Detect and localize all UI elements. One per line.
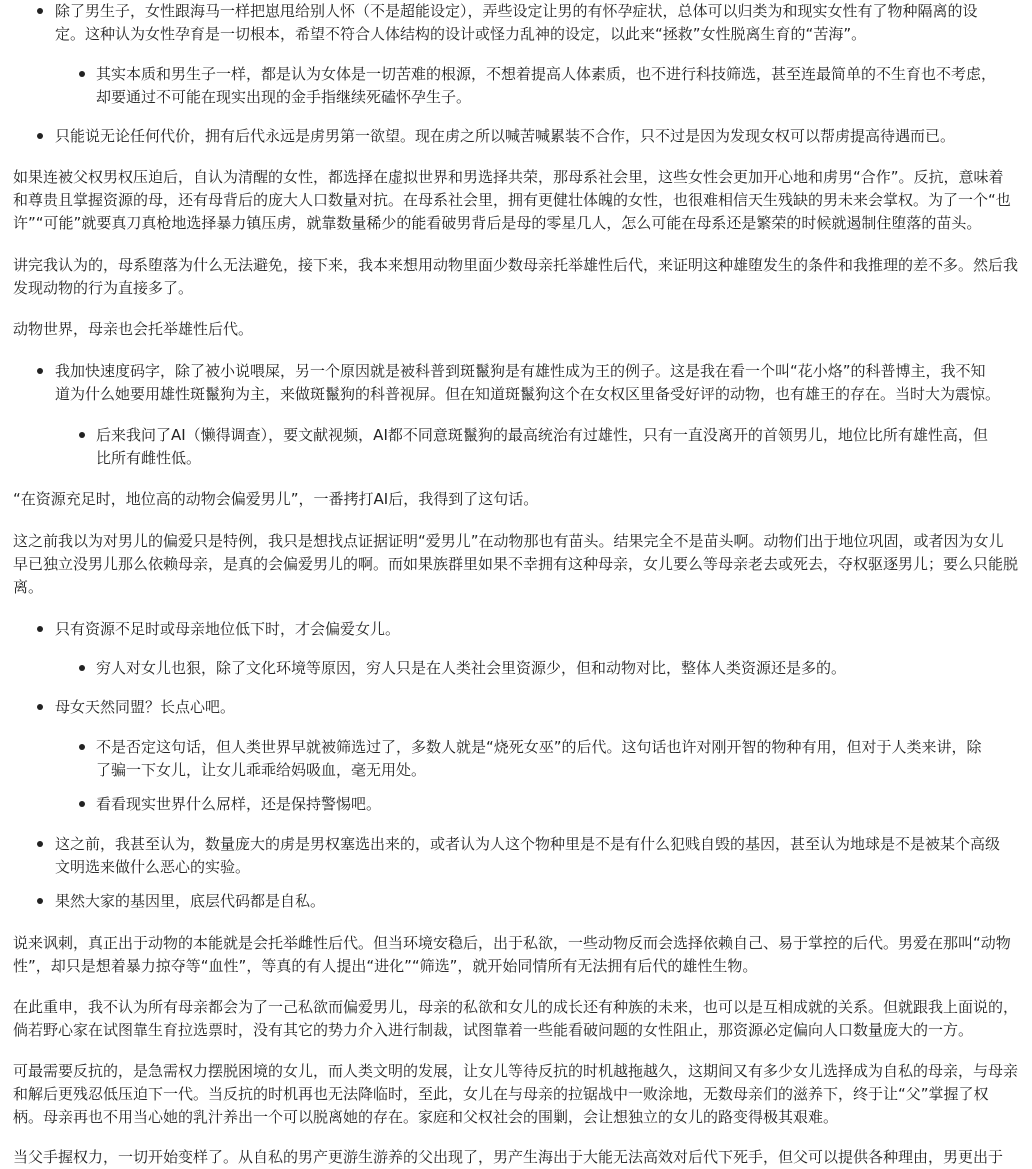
- nested-list-item: 其实本质和男生子一样，都是认为女体是一切苦难的根源，不想着提高人体素质，也不进行科技筛选，甚至连最简单的不生育也不考虑，却要通过不可能在现实出现的金手指继续死磕怀孕生子。: [96, 65, 997, 106]
- paragraph: 当父手握权力，一切开始变样了。从自私的男产更游生游养的父出现了，男产生海出于大能无法高效对后代下死手，但父可以提供各种理由，男更出于: [13, 1148, 1004, 1166]
- paragraph: 这之前我以为对男儿的偏爱只是特例，我只是想找点证据证明“爱男儿”在动物那也有苗头。结果完全不是苗头啊。动物们出于地位巩固，或者因为女儿早已独立没男儿那么依赖母亲，是真的会偏爱男儿的啊。而如果族群里如果不幸拥有这种母亲，女儿要么等母亲老去或死去，夺权驱逐男儿；要么只能脱离。: [13, 532, 1019, 596]
- list-item: 只有资源不足时或母亲地位低下时，才会偏爱女儿。: [55, 620, 401, 638]
- paragraph: 在此重申，我不认为所有母亲都会为了一己私欲而偏爱男儿，母亲的私欲和女儿的成长还有种族的未来，也可以是互相成就的关系。但就跟我上面说的，倘若野心家在试图靠生育拉选票时，没有其它的势力介入进行制裁，试图靠着一些能看破问题的女性阻止，那资源必定偏向人口数量庞大的一方。: [13, 998, 1019, 1039]
- nested-list-item: 看看现实世界什么屌样，还是保持警惕吧。: [96, 795, 382, 813]
- paragraph: 动物世界，母亲也会托举雄性后代。: [13, 320, 254, 338]
- list-item: 只能说无论任何代价，拥有后代永远是虏男第一欲望。现在虏之所以喊苦喊累装不合作，只不过是因为发现女权可以帮虏提高待遇而已。: [55, 127, 956, 145]
- nested-list-item: 不是否定这句话，但人类世界早就被筛选过了，多数人就是“烧死女巫”的后代。这句话也许对刚开智的物种有用，但对于人类来讲，除了骗一下女儿，让女儿乖乖给妈吸血，毫无用处。: [96, 738, 982, 779]
- list-item: 果然大家的基因里，底层代码都是自私。: [55, 892, 326, 910]
- bullet-dot-icon: [37, 704, 43, 710]
- bullet-dot-icon: [37, 841, 43, 847]
- bullet-dot-icon: [79, 744, 85, 750]
- list-item: 除了男生子，女性跟海马一样把崽甩给别人怀（不是超能设定），弄些设定让男的有怀孕症状，总体可以归类为和现实女性有了物种隔离的设定。这种认为女性孕育是一切根本，希望不符合人体结构的设计或怪力乱神的设定，以此来“拯救”女性脱离生育的“苦海”。: [55, 2, 978, 43]
- bullet-dot-icon: [79, 432, 85, 438]
- list-item: 母女天然同盟？长点心吧。: [55, 698, 236, 716]
- list-item: 我加快速度码字，除了被小说喂屎，另一个原因就是被科普到斑鬣狗是有雄性成为王的例子。这是我在看一个叫“花小烙”的科普博主，我不知道为什么她要用雄性斑鬣狗为主，来做斑鬣狗的科普视屏。但在知道斑鬣狗这个在女权区里备受好评的动物，也有雄王的存在。当时大为震惊。: [55, 362, 1001, 403]
- bullet-dot-icon: [79, 665, 85, 671]
- bullet-dot-icon: [79, 801, 85, 807]
- nested-list-item: 后来我问了AI（懒得调查），要文献视频，AI都不同意斑鬣狗的最高统治有过雄性，只有一直没离开的首领男儿，地位比所有雄性高，但比所有雌性低。: [96, 426, 988, 467]
- paragraph: 讲完我认为的，母系堕落为什么无法避免，接下来，我本来想用动物里面少数母亲托举雄性后代，来证明这种雄堕发生的条件和我推理的差不多。然后我发现动物的行为直接多了。: [13, 256, 1019, 297]
- paragraph: 可最需要反抗的，是急需权力摆脱困境的女儿，而人类文明的发展，让女儿等待反抗的时机越拖越久，这期间又有多少女儿选择成为自私的母亲，与母亲和解后更残忍低压迫下一代。当反抗的时机再也无法降临时，至此，女儿在与母亲的拉锯战中一败涂地，无数母亲们的滋养下，终于让“父”掌握了权柄。母亲再也不用当心她的乳汁养出一个可以脱离她的存在。家庭和父权社会的围剿，会让想独立的女儿的路变得极其艰难。: [13, 1062, 1019, 1126]
- bullet-dot-icon: [37, 626, 43, 632]
- paragraph: 如果连被父权男权压迫后，自认为清醒的女性，都选择在虚拟世界和男选择共荣，那母系社会里，这些女性会更加开心地和虏男“合作”。反抗，意味着和尊贵且掌握资源的母，还有母背后的庞大人口数量对抗。在母系社会里，拥有更健壮体魄的女性，也很难相信天生残缺的男未来会掌权。为了一个“也许”“可能”就要真刀真枪地选择暴力镇压虏，就靠数量稀少的能看破男背后是母的零星几人，怎么可能在母系还是繁荣的时候就遏制住堕落的苗头。: [13, 168, 1011, 232]
- bullet-dot-icon: [79, 71, 85, 77]
- nested-list-item: 穷人对女儿也狠，除了文化环境等原因，穷人只是在人类社会里资源少，但和动物对比，整体人类资源还是多的。: [96, 659, 847, 677]
- bullet-dot-icon: [37, 133, 43, 139]
- bullet-dot-icon: [37, 368, 43, 374]
- paragraph: 说来讽刺，真正出于动物的本能就是会托举雌性后代。但当环境安稳后，出于私欲，一些动物反而会选择依赖自己、易于掌控的后代。男爱在那叫“动物性”，却只是想着暴力掠夺等“血性”，等真的有人提出“进化”“筛选”，就开始同情所有无法拥有后代的雄性生物。: [13, 934, 1011, 975]
- bullet-dot-icon: [37, 8, 43, 14]
- list-item: 这之前，我甚至认为，数量庞大的虏是男权塞选出来的，或者认为人这个物种里是不是有什么犯贱自毁的基因，甚至认为地球是不是被某个高级文明选来做什么恶心的实验。: [55, 835, 1001, 876]
- bullet-dot-icon: [37, 898, 43, 904]
- paragraph: “在资源充足时，地位高的动物会偏爱男儿”，一番拷打AI后，我得到了这句话。: [13, 490, 539, 508]
